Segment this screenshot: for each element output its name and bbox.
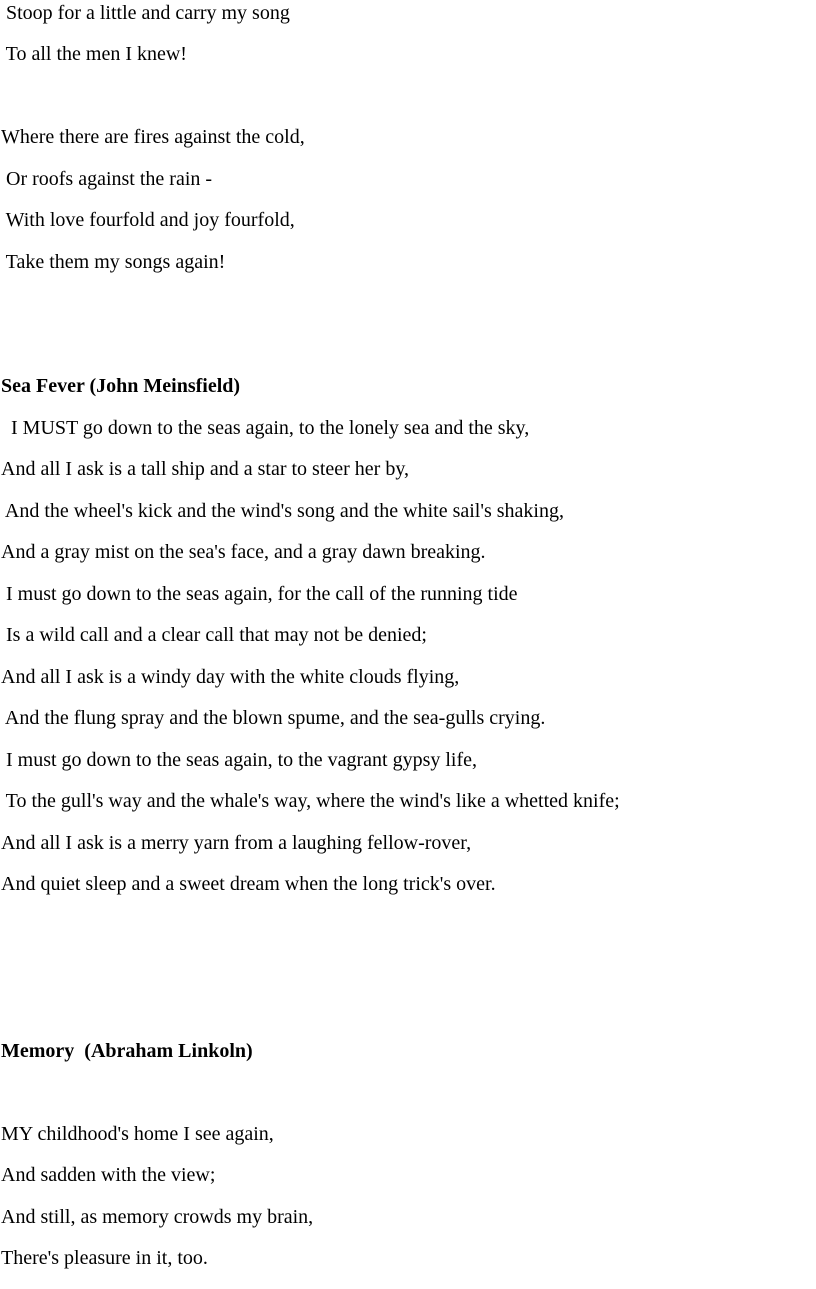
poem-line: And all I ask is a windy day with the white clouds flying, (1, 666, 460, 688)
poem-title-memory: Memory (Abraham Linkoln) (1, 1040, 253, 1062)
poem-line: And all I ask is a tall ship and a star to steer her by, (1, 458, 410, 480)
poem-line: And the flung spray and the blown spume, and the sea-gulls crying. (1, 707, 546, 729)
poem-line: MY childhood's home I see again, (1, 1123, 274, 1145)
poem-line: And the wheel's kick and the wind's song and the white sail's shaking, (1, 500, 564, 522)
poem-line: And quiet sleep and a sweet dream when the long trick's over. (1, 873, 496, 895)
poem-line: There's pleasure in it, too. (1, 1247, 208, 1269)
poem-line: Is a wild call and a clear call that may not be denied; (1, 624, 427, 646)
poem-line: I MUST go down to the seas again, to the lonely sea and the sky, (1, 417, 530, 439)
poem-line: Where there are fires against the cold, (1, 126, 305, 148)
poem-line: And still, as memory crowds my brain, (1, 1206, 314, 1228)
poem-line: With love fourfold and joy fourfold, (1, 209, 295, 231)
poem-line: Stoop for a little and carry my song (1, 2, 290, 24)
poem-line: I must go down to the seas again, to the vagrant gypsy life, (1, 749, 478, 771)
poem-line: And all I ask is a merry yarn from a laughing fellow-rover, (1, 832, 472, 854)
poem-line: To all the men I knew! (1, 43, 187, 65)
poem-line: And a gray mist on the sea's face, and a gray dawn breaking. (1, 541, 486, 563)
poem-line: I must go down to the seas again, for the call of the running tide (1, 583, 518, 605)
poem-line: Or roofs against the rain - (1, 168, 213, 190)
poem-line: Take them my songs again! (1, 251, 226, 273)
poem-title-sea-fever: Sea Fever (John Meinsfield) (1, 375, 241, 397)
poem-line: To the gull's way and the whale's way, where the wind's like a whetted knife; (1, 790, 620, 812)
poem-line: And sadden with the view; (1, 1164, 216, 1186)
